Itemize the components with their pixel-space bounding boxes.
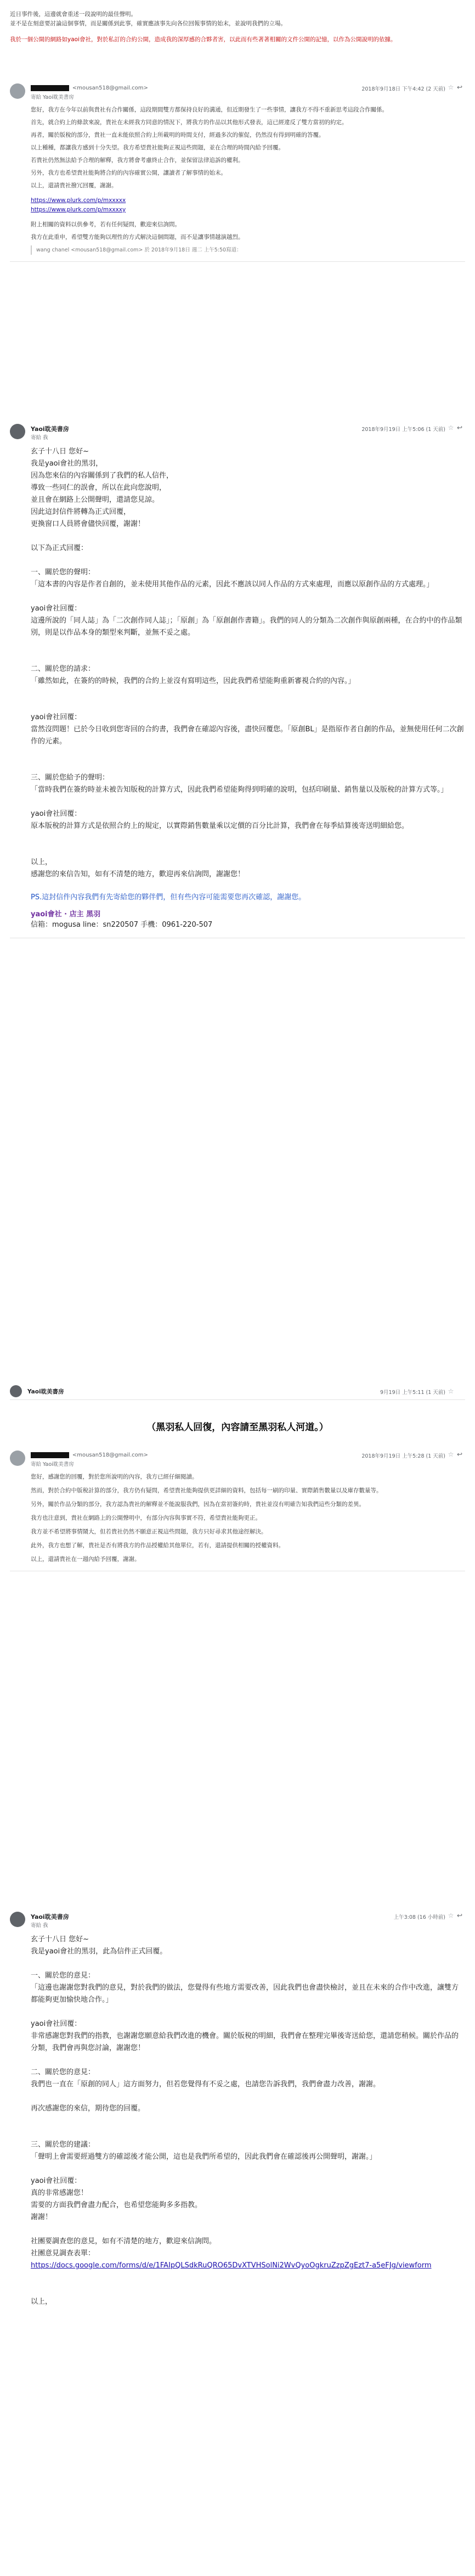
greeting: 玄子十八日 您好~: [31, 447, 89, 456]
email-body: [10, 102, 465, 261]
intro-section: [10, 10, 465, 44]
star-icon[interactable]: ☆: [448, 1451, 454, 1458]
ps-line: PS.這封信件內容我們有先寄給您的夥伴們，但有些內容可能需要您再次確認，謝謝您。: [31, 893, 306, 901]
collapsed-message[interactable]: [10, 1384, 465, 1400]
body-paragraph: 我方也注意到，貴社在網路上的公開聲明中，有部分內容與事實不符，希望貴社能夠更正。: [31, 1515, 261, 1521]
reply-icon[interactable]: ↩: [456, 1451, 463, 1458]
body-paragraph: 若貴社仍然無法給予合理的解釋，我方將會考慮終止合作，並保留法律追訴的權利。: [31, 157, 244, 164]
quoted-header[interactable]: wang chanel <mousan518@gmail.com> 於 2018年9月18日 週二 上午5:50寫道：: [31, 245, 465, 255]
response-text: 原本版稅的計算方式是依照合約上的規定，以實際銷售數量乘以定價的百分比計算，我們會在每季結算後寄送明細給您。: [31, 822, 409, 830]
form-link-line: [31, 2260, 465, 2272]
star-icon[interactable]: ☆: [448, 1387, 454, 1395]
intro-line: 導致一些同仁的誤會，所以在此向您說明，: [31, 484, 167, 492]
email-message: [10, 82, 465, 262]
form-intro: 社團要調查您的意見，如有不清楚的地方，歡迎來信詢問。: [31, 2237, 217, 2245]
reply-icon[interactable]: ↩: [456, 1912, 463, 1919]
sender-email: <mousan518@gmail.com>: [72, 85, 148, 91]
email-message: [10, 423, 465, 938]
intro-line: 因此這封信件將轉為正式回覆，: [31, 508, 131, 516]
response-text: 這邊所說的「同人誌」為「二次創作同人誌」；「原創」為「原創創作書籍」。我們的同人的分類為二次創作與原創兩種，在合約中的作品類別，則是以作品本身的類型來判斷，並無不妥之處。: [31, 617, 462, 637]
section-text: 我們也一直在「原創的同人」這方面努力，但若您覺得有不妥之處，也請您告訴我們，我們會盡力改善，謝謝。: [31, 2080, 381, 2088]
avatar: [10, 83, 25, 99]
section-title: 三、關於您的建議：: [31, 2141, 95, 2149]
body-paragraph: 以上，還請貴社撥冗回覆，謝謝。: [31, 182, 117, 189]
avatar: [10, 1385, 22, 1397]
response-title: yaoi會社回覆：: [31, 713, 82, 721]
sender-name: Yaoi耽美書房: [31, 1913, 69, 1920]
avatar: [10, 1451, 25, 1466]
recipient-line[interactable]: 寄給 Yaoi耽美書房: [31, 1461, 74, 1468]
sender-name: Yaoi耽美書房: [31, 425, 69, 433]
body-paragraph: 然而，對於合約中版稅計算的部分，我方仍有疑問，希望貴社能夠提供更詳細的資料，包括每一刷的印量、實際銷售數量以及庫存數量等。: [31, 1487, 382, 1494]
body-paragraph: 另外，我方也希望貴社能夠將合約的內容確實公開，讓讀者了解事情的始末。: [31, 170, 227, 176]
form-label: 社團意見調查表單：: [31, 2249, 95, 2258]
private-reply-note: （黑羽私人回復，內容請至黑羽私人河道。）: [146, 1422, 329, 1433]
section-title: 一、關於您的意見：: [31, 1972, 95, 1980]
star-icon[interactable]: ☆: [448, 424, 454, 432]
reply-icon[interactable]: ↩: [456, 424, 463, 432]
body-paragraph: 以上，還請貴社在一週內給予回覆，謝謝。: [31, 1556, 140, 1563]
signature: yaoi會社 · 店主 黑羽: [31, 910, 101, 919]
response-title: yaoi會社回覆：: [31, 604, 82, 613]
sender-name: Yaoi耽美書房: [27, 1388, 64, 1395]
body-paragraph: 另外，關於作品分類的部分，我方認為貴社的解釋並不能說服我們，因為在當初簽約時，貴社並沒有明確告知我們這些分類的差異。: [31, 1501, 365, 1508]
recipient-line[interactable]: 寄給 Yaoi耽美書房: [31, 94, 74, 100]
section-extra: 再次感謝您的來信，期待您的回覆。: [31, 2104, 145, 2113]
intro-line: 更換窗口人員將會儘快回覆，謝謝！: [31, 520, 145, 528]
section-text: 「雖然如此，在簽約的時候，我們的合約上並沒有寫明這些，因此我們希望能夠重新審視合約的內容。」: [31, 677, 355, 685]
body-paragraph: 首先，就合約上的條款來說，貴社在未經我方同意的情況下，將我方的作品以其他形式發表，這已經違反了雙方當初的約定。: [31, 119, 348, 126]
timestamp: 2018年9月19日 上午5:28 (1 天前): [361, 1453, 445, 1459]
reply-icon[interactable]: ↩: [456, 83, 463, 91]
intro-line: 我是yaoi會社的黑羽，此為信件正式回覆。: [31, 1947, 167, 1956]
plurk-link[interactable]: https://www.plurk.com/p/mxxxxy: [31, 206, 126, 213]
section-text: 「這本書的內容是作者自創的，並未使用其他作品的元素，因此不應該以同人作品的方式來處理，而應以原創作品的方式處理。」: [31, 580, 434, 589]
section-title: 二、關於您的請求：: [31, 665, 95, 673]
sender: [31, 1451, 148, 1458]
survey-form-link[interactable]: https://docs.google.com/forms/d/e/1FAIpQLSdkRuQRO65DvXTVHSolNi2WvQyoOgkruZzpZgEzt7-a5eFJg/viewform: [31, 2261, 432, 2270]
body-paragraph: 我方並不希望將事情鬧大，但若貴社仍然不願意正視這些問題，我方只好尋求其他途徑解決。: [31, 1528, 267, 1535]
section-title: 三、關於您給予的聲明：: [31, 774, 110, 782]
body-paragraph: 再者，關於版稅的部分，貴社一直未能依照合約上所載明的時間支付，經過多次的催促，仍然沒有得到明確的答覆。: [31, 132, 325, 138]
recipient-line[interactable]: 寄給 我: [31, 435, 48, 441]
avatar: [10, 424, 25, 439]
body-paragraph: 我方在此重申，希望雙方能夠以理性的方式解決這個問題，而不是讓事情越演越烈。: [31, 234, 244, 240]
body-paragraph: 此外，我方也想了解，貴社是否有將我方的作品授權給其他單位，若有，還請提供相關的授權資料。: [31, 1542, 284, 1549]
section-title: 一、關於您的聲明：: [31, 568, 95, 576]
section-text: 「聲明上會需要經過雙方的確認後才能公開，這也是我們所希望的，因此我們會在確認後再公開聲明，謝謝。」: [31, 2153, 377, 2161]
closing: 以上，: [31, 2298, 53, 2306]
response-text: 真的非常感謝您！ 需要的方面我們會盡力配合，也希望您能夠多多指教。 謝謝！: [31, 2189, 202, 2221]
email-header: [10, 1449, 465, 1469]
sender-email: <mousan518@gmail.com>: [72, 1452, 148, 1458]
plurk-link[interactable]: https://www.plurk.com/p/mxxxxx: [31, 197, 126, 204]
email-message: [10, 1449, 465, 1571]
section-text: 「當時我們在簽約時並未被告知版稅的計算方式，因此我們希望能夠得到明確的說明，包括印刷量、銷售量以及版稅的計算方式等。」: [31, 786, 448, 794]
body-paragraph: 以上種種，都讓我方感到十分失望。我方希望貴社能夠正視這些問題，並在合理的時間內給予回覆。: [31, 144, 284, 151]
contact-line: 信箱：mogusa line：sn220507 手機：0961-220-507: [31, 921, 213, 929]
timestamp: 上午3:08 (16 小時前): [393, 1914, 445, 1920]
email-header: [10, 1911, 465, 1930]
redacted-name: [31, 85, 69, 91]
intro-line: 因為您來信的內容關係到了我們的私人信件，: [31, 472, 174, 480]
response-text: 非常感謝您對我們的指教，也謝謝您願意給我們改進的機會。關於版稅的明細，我們會在整理完畢後寄送給您，還請您稍候。關於作品的分類，我們會再與您討論，謝謝您！: [31, 2032, 459, 2052]
intro-line: 並且會在網路上公開聲明，還請您見諒。: [31, 496, 160, 504]
body-paragraph: 您好，我方在今年以前與貴社有合作關係，這段期間雙方都保持良好的溝通，但近期發生了一些事情，讓我方不得不重新思考這段合作關係。: [31, 107, 388, 113]
body-paragraph: 附上相關的資料以供參考，若有任何疑問，歡迎來信詢問。: [31, 221, 180, 228]
response-title: yaoi會社回覆：: [31, 2020, 82, 2028]
response-title: yaoi會社回覆：: [31, 2177, 82, 2185]
section-text: 「這邊也謝謝您對我們的意見，對於我們的做法，您覺得有些地方需要改善，因此我們也會盡快檢討，並且在未來的合作中改進，讓雙方都能夠更加愉快地合作。」: [31, 1984, 459, 2004]
thanks-line: 感謝您的來信告知，如有不清楚的地方，歡迎再來信詢問，謝謝您！: [31, 870, 245, 878]
timestamp: 2018年9月19日 上午5:06 (1 天前): [361, 427, 445, 433]
greeting: 玄子十八日 您好~: [31, 1935, 89, 1944]
body-paragraph: 您好，感謝您的回覆，對於您所說明的內容，我方已經仔細閱讀。: [31, 1474, 198, 1480]
email-header: [10, 82, 465, 102]
email-body: [10, 1930, 465, 2315]
email-body: [10, 1469, 465, 1571]
response-text: 當然沒問題！已於今日收到您寄回的合約書，我們會在確認內容後，盡快回覆您。「原創BL」是指原作者自創的作品，並無使用任何二次創作的元素。: [31, 725, 464, 746]
recipient-line[interactable]: 寄給 我: [31, 1923, 48, 1929]
avatar: [10, 1912, 25, 1927]
email-header: [10, 423, 465, 443]
redacted-name: [31, 1452, 69, 1458]
sender: [31, 84, 148, 91]
email-body: [10, 443, 465, 938]
link-line: [31, 196, 465, 205]
intro-line: 我是yaoi會社的黑羽，: [31, 460, 103, 468]
intro-paragraph: 並不是在刻意要討論這個事情，而是關係到此事，確實應該事先向各位回報事情的始末，並說明我們的立場。: [10, 20, 286, 27]
timestamp: 9月19日 上午5:11 (1 天前): [380, 1390, 445, 1396]
star-icon[interactable]: ☆: [448, 83, 454, 91]
reply-heading: 以下為正式回覆：: [31, 544, 88, 552]
section-title: 二、關於您的意見：: [31, 2068, 95, 2076]
response-title: yaoi會社回覆：: [31, 810, 82, 818]
star-icon[interactable]: ☆: [448, 1912, 454, 1919]
link-line: [31, 205, 465, 215]
timestamp: 2018年9月18日 下午4:42 (2 天前): [361, 86, 445, 92]
intro-paragraph: 近日事件後，這邊就會重述一段說明的最佳聲明。: [10, 11, 137, 18]
closing: 以上，: [31, 858, 53, 866]
email-message: [10, 1911, 465, 2315]
intro-highlight: 我於一個公開的網路如yaoi會社，對於私訂的合約公開，造成我的深厚感的合夥者害，以此而有些著著相關的文件公開的記憶，以作為公開說明的依據。: [10, 36, 397, 43]
